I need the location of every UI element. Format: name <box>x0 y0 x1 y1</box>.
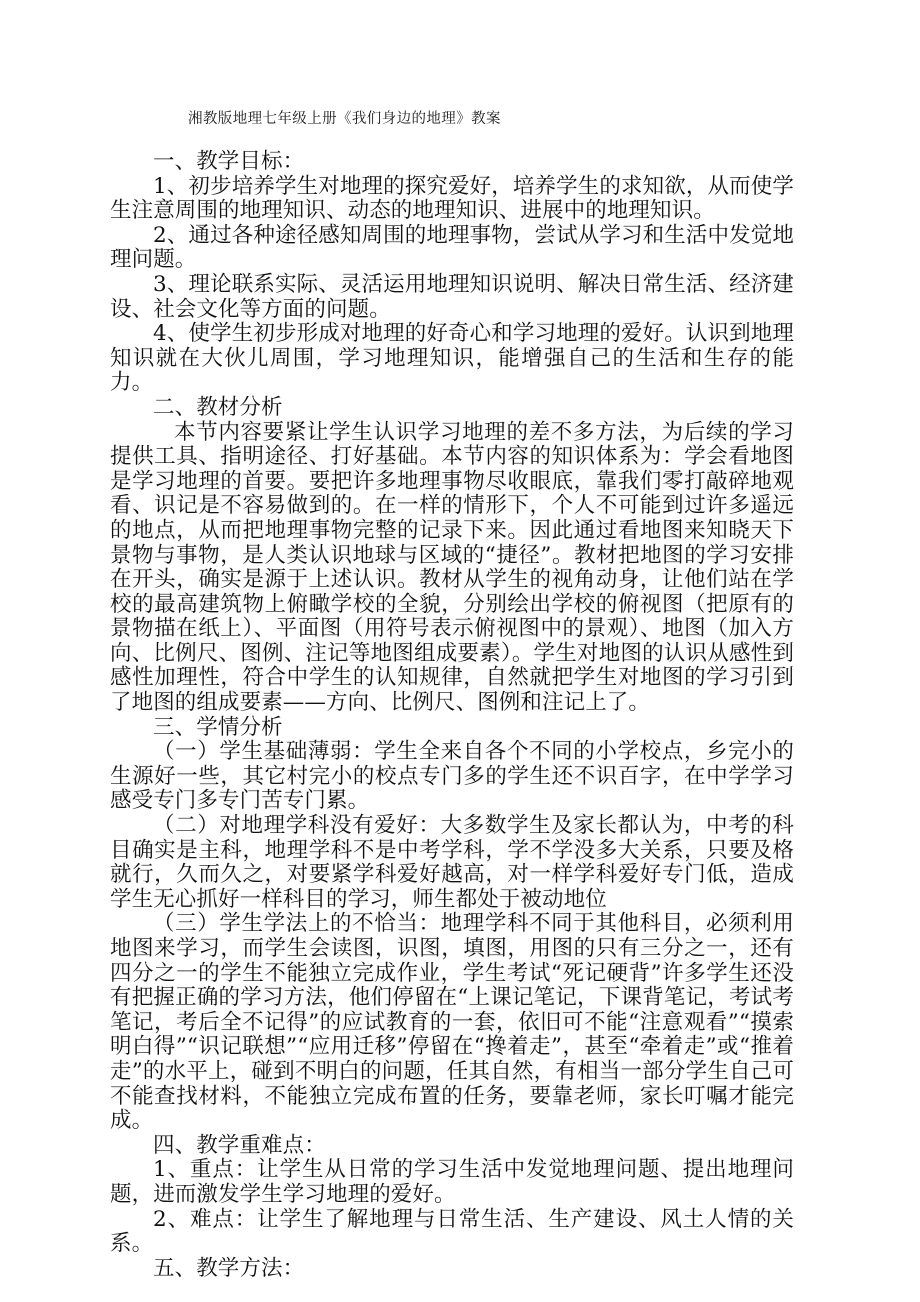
paragraph: （三）学生学法上的不恰当：地理学科不同于其他科目，必须利用地图来学习，而学生会读图，识图，填图，用图的只有三分之一，还有四分之一的学生不能独立完成作业，学生考试“死记硬背”许多学生还没有把握正确的学习方法，他们停留在“上课记笔记，下课背笔记，考试考笔记，考后全不记得”的应试教育的一套，依旧可不能“注意观看”“摸索明白得”“识记联想”“应用迁移”停留在“搀着走”，甚至“牵着走”或“推着走”的水平上，碰到不明白的问题，任其自然，有相当一部分学生自己可不能查找材料，不能独立完成布置的任务，要靠老师，家长叮嘱才能完成。 <box>110 911 794 1134</box>
paragraph: 4、使学生初步形成对地理的好奇心和学习地理的爱好。认识到地理知识就在大伙儿周围，学习地理知识，能增强自己的生活和生存的能力。 <box>110 321 794 396</box>
document-body <box>110 150 794 1281</box>
paragraph: 2、通过各种途径感知周围的地理事物，尝试从学习和生活中发觉地理问题。 <box>110 222 794 273</box>
paragraph: 2、难点：让学生了解地理与日常生活、生产建设、风土人情的关系。 <box>110 1206 794 1257</box>
paragraph: 二、教材分析 <box>153 394 283 420</box>
paragraph: （二）对地理学科没有爱好：大多数学生及家长都认为，中考的科目确实是主科，地理学科不是中考学科，学不学没多大关系，只要及格就行，久而久之，对要紧学科爱好越高，对一样学科爱好专门低，造成学生无心抓好一样科目的学习，师生都处于被动地位 <box>110 813 794 912</box>
paragraph: 1、初步培养学生对地理的探究爱好，培养学生的求知欲，从而使学生注意周围的地理知识、动态的地理知识、进展中的地理知识。 <box>110 173 794 224</box>
paragraph: 一、教学目标： <box>153 149 305 174</box>
paragraph: 1、重点：让学生从日常的学习生活中发觉地理问题、提出地理问题，进而激发学生学习地理的爱好。 <box>110 1157 794 1207</box>
document-title: 湘教版地理七年级上册《我们身边的地理》教案 <box>188 111 501 127</box>
paragraph: 五、教学方法： <box>153 1255 305 1281</box>
paragraph: 三、学情分析 <box>153 714 283 740</box>
paragraph: 四、教学重难点： <box>153 1132 326 1158</box>
paragraph: （一）学生基础薄弱：学生全来自各个不同的小学校点，乡完小的生源好一些，其它村完小的校点专门多的学生还不识百字，在中学学习感受专门多专门苦专门累。 <box>110 739 794 814</box>
paragraph: 3、理论联系实际、灵活运用地理知识说明、解决日常生活、经济建设、社会文化等方面的问题。 <box>110 271 794 322</box>
paragraph: 本节内容要紧让学生认识学习地理的差不多方法，为后续的学习提供工具、指明途径、打好基础。本节内容的知识体系为：学会看地图是学习地理的首要。要把许多地理事物尽收眼底，靠我们零打敲碎地观看、识记是不容易做到的。在一样的情形下，个人不可能到过许多遥远的地点，从而把地理事物完整的记录下来。因此通过看地图来知晓天下景物与事物，是人类认识地球与区域的“捷径”。教材把地图的学习安排在开头，确实是源于上述认识。教材从学生的视角动身，让他们站在学校的最高建筑物上俯瞰学校的全貌，分别绘出学校的俯视图（把原有的景物描在纸上）、平面图（用符号表示俯视图中的景观）、地图（加入方向、比例尺、图例、注记等地图组成要素）。学生对地图的认识从感性到感性加理性，符合中学生的认知规律，自然就把学生对地图的学习引到了地图的组成要素——方向、比例尺、图例和注记上了。 <box>110 419 794 716</box>
